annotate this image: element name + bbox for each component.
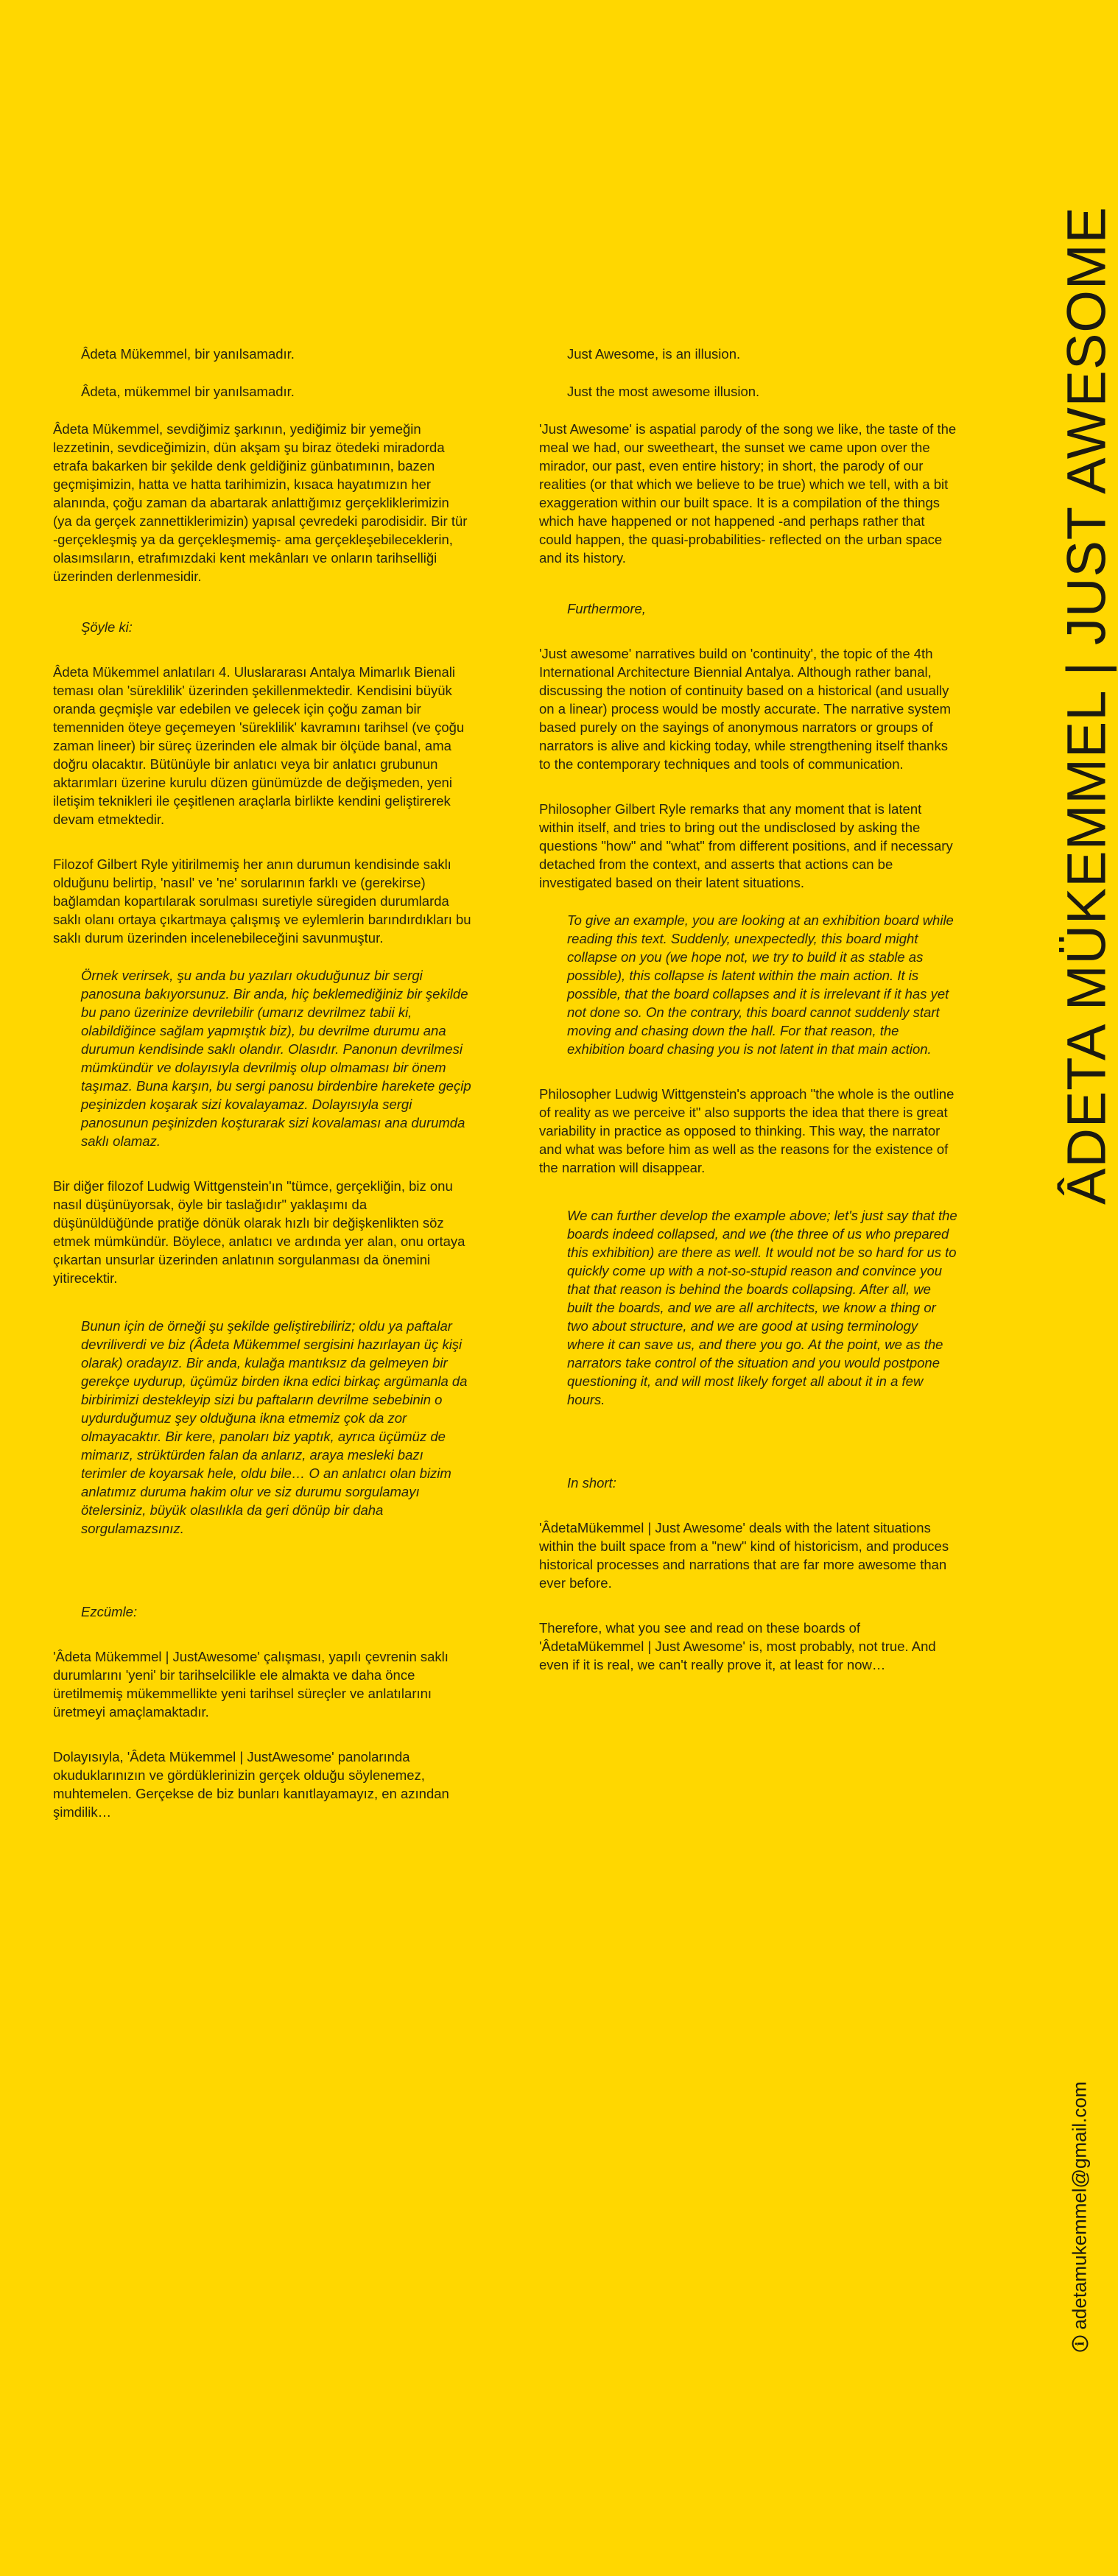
quote-block: We can further develop the example above; let's just say that the boards indeed collapsed, and we (the three of us who prepared this exhibition) are there as well. It would not be so hard for us to quickly come up with a not-so-stupid reason and convince you that that reason is behind the boards collapsing. After all, we built the boards, and we are all architects, we know a thing or two about structure, and we are good at using terminology where it can save us, and there you go. At the point, we as the narrators take control of the situation and you would postpone questioning it, and will most likely forget all about it in a few hours. (567, 1208, 957, 1407)
paragraph: Dolayısıyla, 'Âdeta Mükemmel | JustAwesome' panolarında okuduklarınızın ve gördüklerinizin gerçek olduğu söylenemez, muhtemelen. Gerçekse de biz bunları kanıtlayamayız, en azından şimdilik… (53, 1749, 449, 1820)
info-icon: i (1072, 2336, 1088, 2352)
paragraph: 'Âdeta Mükemmel | JustAwesome' çalışması, yapılı çevrenin saklı durumlarını 'yeni' bir tarihselcilikle ele almakta ve daha önce üretilmemiş mükemmellikte yeni tarihsel süreçler ve anlatılarını üretmeyi amaçlamaktadır. (53, 1649, 449, 1720)
paragraph: Âdeta Mükemmel, sevdiğimiz şarkının, yediğimiz bir yemeğin lezzetinin, sevdiceğimizin, dün akşam şu biraz ötedeki miradorda etrafa bakarken bir şekilde denk geldiğiniz günbatımının, bazen geçmişimizin, hatta ve hatta tarihimizin, kısaca hayatımızın her alanında, çoğu zaman da abartarak anlattığımız gerçekliklerimizin (ya da gerçek zannettiklerimizin) yapısal çevredeki parodisidir. Bir tür -gerçekleşmiş ya da gerçekleşmemiş- ama gerçekleşebileceklerin, olasımsıların, etrafımızdaki kent mekânları ve onların tarihselliği üzerinden derlenmesidir. (53, 421, 468, 584)
section-heading: Furthermore, (567, 601, 646, 616)
paragraph: 'Just awesome' narratives build on 'continuity', the topic of the 4th International Architecture Biennial Antalya. Although rather banal, discussing the notion of continuity based on a historical (and usually on a linear) process would be mostly accurate. The narrative system based purely on the sayings of anonymous narrators or groups of narrators is alive and kicking today, while strengthening itself thanks to the contemporary techniques and tools of communication. (539, 646, 952, 772)
english-column (539, 345, 957, 1674)
intro-line-2: Âdeta, mükemmel bir yanılsamadır. (81, 384, 295, 399)
paragraph: Âdeta Mükemmel anlatıları 4. Uluslararası Antalya Mimarlık Bienali teması olan 'süreklilik' üzerinden şekillenmektedir. Kendisini büyük oranda geçmişle var edebilen ve gelecek için çoğu zaman bir temenniden öteye geçemeyen 'süreklilik' kavramını tarihsel (ve çoğu zaman lineer) bir süreç üzerinden ele almak bir ölçüde banal, ama doğru olacaktır. Bütünüyle bir anlatıcı veya bir anlatıcı grubunun aktarımları üzerine kurulu düzen günümüzde de değişmeden, yeni iletişim teknikleri ile çeşitlenen araçlarla birlikte kendini geliştirerek devam etmektedir. (53, 664, 465, 827)
quote-block: Bunun için de örneği şu şekilde geliştirebiliriz; oldu ya paftalar devriliverdi ve biz (Âdeta Mükemmel sergisini hazırlayan üç kişi olarak) oradayız. Bir anda, kulağa mantıksız da gelmeyen bir gerekçe uydurup, üçümüz birden ikna edici birkaç argümanla da birbirimizi destekleyip sizi bu paftaların devrilme sebebinin o uydurduğumuz şey olduğuna ikna etmemiz çok da zor olmayacaktır. Bir kere, panoları biz yaptık, ayrıca üçümüz de mimarız, strüktürden falan da anlarız, araya mesleki bazı terimler de koyarsak hele, oldu bile… O an anlatıcı olan bizim anlatımız duruma hakim olur ve siz durumu sorgulamayı ötelersiniz, büyük olasılıkla da geri dönüp bir daha sorgulamazsınız. (81, 1318, 468, 1536)
contact-email[interactable]: adetamukemmel@gmail.com (1068, 2081, 1091, 2330)
intro-line-1: Âdeta Mükemmel, bir yanılsamadır. (81, 346, 295, 362)
vertical-title: ÂDETA MÜKEMMEL | JUST AWESOME (1055, 206, 1117, 1205)
quote-block: To give an example, you are looking at an exhibition board while reading this text. Suddenly, unexpectedly, this board might collapse on you (we hope not, we try to build it as stable as possible), this collapse is latent within the main action. It is possible, that the board collapses and it is irrelevant if it has yet not done so. On the contrary, this board cannot suddenly start moving and chasing down the hall. For that reason, the exhibition board chasing you is not latent in that main action. (567, 912, 954, 1057)
turkish-column (53, 345, 471, 1821)
paragraph: Therefore, what you see and read on these boards of 'ÂdetaMükemmel | Just Awesome' is, most probably, not true. And even if it is real, we can't really prove it, at least for now… (539, 1620, 936, 1672)
paragraph: Bir diğer filozof Ludwig Wittgenstein'ın "tümce, gerçekliğin, biz onu nasıl düşünüyorsak, öyle bir taslağıdır" yaklaşımı da düşünüldüğünde pratiğe dönük olarak hızlı bir değişkenlikten söz etmek mümkündür. Böylece, anlatıcı ve ardında yer alan, onu ortaya çıkartan unsurlar üzerinden anlatının sorgulanması da önemini yitirecektir. (53, 1178, 465, 1286)
section-heading: Şöyle ki: (81, 619, 133, 635)
contact-line (1069, 2081, 1091, 2351)
paragraph: Filozof Gilbert Ryle yitirilmemiş her anın durumun kendisinde saklı olduğunu belirtip, 'nasıl' ve 'ne' sorularının farklı ve (gerekirse) bağlamdan kopartılarak sorulması suretiyle süregiden durumlarda saklı olanı ortaya çıkartmaya çalışmış ve eylemlerin barındırdıkları bu saklı durum üzerinden incelenebileceğini savunmuştur. (53, 856, 471, 946)
paragraph: Philosopher Gilbert Ryle remarks that any moment that is latent within itself, and tries to bring out the undisclosed by asking the questions "how" and "what" from different positions, and if necessary detached from the context, and asserts that actions can be investigated based on their latent situations. (539, 801, 953, 890)
paragraph: 'ÂdetaMükemmel | Just Awesome' deals with the latent situations within the built space from a "new" kind of historicism, and produces historical processes and narrations that are far more awesome than ever before. (539, 1520, 949, 1591)
section-heading: In short: (567, 1475, 616, 1491)
section-heading: Ezcümle: (81, 1604, 138, 1619)
intro-line-1: Just Awesome, is an illusion. (567, 346, 741, 362)
paragraph: Philosopher Ludwig Wittgenstein's approach "the whole is the outline of reality as we perceive it" also supports the idea that there is great variability in practice as opposed to thinking. This way, the narrator and what was before him as well as the reasons for the existence of the narration will disappear. (539, 1086, 954, 1175)
paragraph: 'Just Awesome' is aspatial parody of the song we like, the taste of the meal we had, our sweetheart, the sunset we came upon over the mirador, our past, even entire history; in short, the parody of our realities (or that which we believe to be true) which we tell, with a bit exaggeration within our built space. It is a compilation of the things which have happened or not happened -and perhaps rather that could happen, the quasi-probabilities- reflected on the urban space and its history. (539, 421, 957, 566)
quote-block: Örnek verirsek, şu anda bu yazıları okuduğunuz bir sergi panosuna bakıyorsunuz. Bir anda, hiç beklemediğiniz bir şekilde bu pano üzerinize devrilebilir (umarız devrilmez tabii ki, olabildiğince sağlam yapmıştık biz), bu devrilme durumu ana durumun kendisinde saklı olandır. Olasıdır. Panonun devrilmesi mümkündür ve dolayısıyla devrilmiş olup olmaması bir önem taşımaz. Buna karşın, bu sergi panosu birdenbire harekete geçip peşinizden koşarak sizi kovalayamaz. Dolayısıyla sergi panosunun peşinizden koşturarak sizi kovalaması ana durumda saklı olamaz. (81, 968, 471, 1149)
intro-line-2: Just the most awesome illusion. (567, 384, 760, 399)
